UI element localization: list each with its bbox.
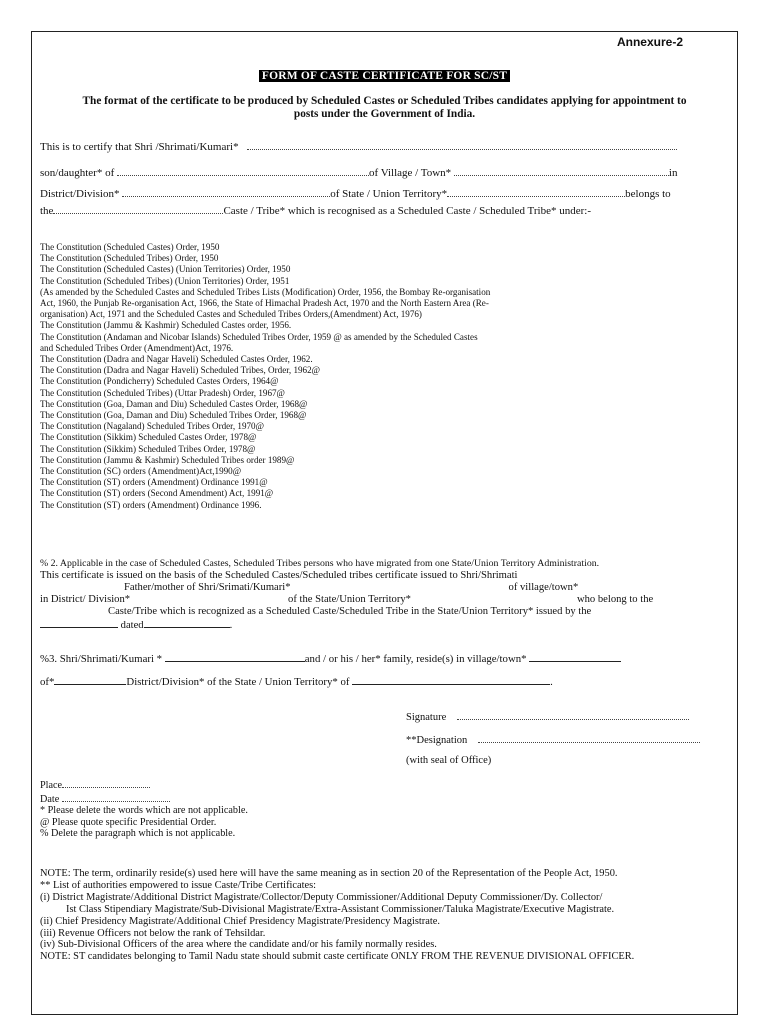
footnote-percent: % Delete the paragraph which is not applicable. [40, 828, 236, 840]
district-blank[interactable] [122, 187, 330, 197]
seal-line: (with seal of Office) [406, 755, 492, 766]
order-item: organisation) Act, 1971 and the Scheduled Castes and Scheduled Tribes Orders,(Amendment) Act, 1976) [40, 309, 422, 320]
cert-line-4 [40, 204, 729, 217]
cert-label-village: of Village / Town* [368, 167, 452, 179]
order-item: Act, 1960, the Punjab Re-organisation Act, 1966, the State of Himachal Pradesh Act, 1970 and the North Eastern Area (Re- [40, 298, 489, 309]
paragraph-3 [40, 652, 729, 688]
para2-line-6: dated . [40, 618, 729, 632]
resident-village-blank[interactable] [529, 652, 621, 662]
parent-blank[interactable] [117, 166, 369, 176]
state-blank[interactable] [447, 187, 625, 197]
order-item: The Constitution (Jammu & Kashmir) Scheduled Tribes order 1989@ [40, 454, 295, 465]
cert-label-the: the [40, 205, 54, 217]
date-line: Date [40, 792, 731, 806]
note-line: (ii) Chief Presidency Magistrate/Additional Chief Presidency Magistrate/Presidency Magistrate. [40, 915, 440, 927]
signature-blank[interactable] [457, 710, 689, 720]
intro-text [38, 95, 731, 121]
paragraph-2 [40, 558, 729, 632]
order-item: The Constitution (Scheduled Castes) Order, 1950 [40, 242, 220, 252]
caste-blank[interactable] [53, 204, 223, 214]
note-line: (iii) Revenue Officers not below the rank of Tehsildar. [40, 927, 266, 939]
cert-line-3 [40, 187, 729, 200]
order-item: The Constitution (ST) orders (Second Amendment) Act, 1991@ [40, 488, 274, 499]
para3-line-2: of* District/Division* of the State / Union Territory* of . [40, 676, 553, 688]
footnote-asterisk: * Please delete the words which are not applicable. [40, 805, 248, 817]
order-item: The Constitution (ST) orders (Amendment) Ordinance 1996. [40, 499, 262, 510]
designation-blank[interactable] [478, 733, 700, 743]
note-line: Ist Class Stipendiary Magistrate/Sub-Divisional Magistrate/Extra-Assistant Commissioner/Taluka Magistrate/Executive Magistrate. [66, 903, 615, 915]
order-item: The Constitution (Nagaland) Scheduled Tribes Order, 1970@ [40, 421, 264, 432]
para2-line-4: in District/ Division* of the State/Union Territory* who belong to the [40, 594, 654, 605]
note-line: NOTE: ST candidates belonging to Tamil Nadu state should submit caste certificate ONLY FROM THE REVENUE DIVISIONAL OFFICER. [40, 951, 635, 963]
note-section [40, 868, 733, 963]
place-blank[interactable] [62, 778, 150, 788]
cert-label-in: in [668, 167, 678, 179]
cert-label-parent: son/daughter* of [40, 167, 115, 179]
place-line: Place [40, 778, 731, 792]
cert-label-state: of State / Union Territory* [330, 188, 448, 200]
order-item: (As amended by the Scheduled Castes and Scheduled Tribes Lists (Modification) Order, 1956, the Bombay Re-organisation [40, 286, 491, 297]
resident-district-blank[interactable] [54, 675, 126, 685]
order-item: The Constitution (ST) orders (Amendment) Ordinance 1991@ [40, 477, 268, 488]
order-item: The Constitution (Scheduled Tribes) Order, 1950 [40, 253, 219, 264]
form-title-text: FORM OF CASTE CERTIFICATE FOR SC/ST [259, 70, 510, 82]
issuer-blank[interactable] [40, 618, 118, 628]
cert-line-2 [40, 166, 729, 179]
cert-label-caste-tribe: Caste / Tribe* which is recognised as a Scheduled Caste / Scheduled Tribe* under:- [223, 205, 591, 217]
order-item: The Constitution (Goa, Daman and Diu) Scheduled Tribes Order, 1968@ [40, 410, 307, 421]
order-item: The Constitution (Dadra and Nagar Haveli) Scheduled Castes Order, 1962. [40, 354, 313, 365]
order-item: The Constitution (Scheduled Tribes) (Uttar Pradesh) Order, 1967@ [40, 387, 285, 398]
para2-line-1: % 2. Applicable in the case of Scheduled Castes, Scheduled Tribes persons who have migrated from one State/Union Territory Administration. [40, 558, 600, 569]
note-line: (iv) Sub-Divisional Officers of the area where the candidate and/or his family normally resides. [40, 939, 437, 951]
para3-line-1: %3. Shri/Shrimati/Kumari * and / or his / her* family, reside(s) in village/town* [40, 652, 729, 665]
cert-label-name: This is to certify that Shri /Shrimati/Kumari* [40, 141, 239, 153]
note-line: ** List of authorities empowered to issue Caste/Tribe Certificates: [40, 879, 317, 891]
cert-label-belongs: belongs to [625, 188, 671, 200]
order-item: and Scheduled Tribes Order (Amendment)Act, 1976. [40, 342, 234, 353]
name-blank[interactable] [247, 140, 677, 150]
note-line: (i) District Magistrate/Additional District Magistrate/Collector/Deputy Commissioner/Additional Deputy Commissioner/Dy. Collector/ [40, 891, 603, 903]
cert-line-1 [40, 140, 729, 153]
signature-line: Signature [406, 710, 689, 723]
intro-line-1: The format of the certificate to be produced by Scheduled Castes or Scheduled Tribes candidates applying for appointment to [82, 95, 687, 107]
order-item: The Constitution (Jammu & Kashmir) Scheduled Castes order, 1956. [40, 320, 292, 331]
annexure-label: Annexure-2 [616, 35, 683, 49]
footer-date-blank[interactable] [62, 792, 170, 802]
intro-line-2: posts under the Government of India. [293, 108, 476, 120]
order-item: The Constitution (Sikkim) Scheduled Tribes Order, 1978@ [40, 443, 256, 454]
order-item: The Constitution (Scheduled Castes) (Union Territories) Order, 1950 [40, 264, 291, 275]
resident-name-blank[interactable] [165, 652, 305, 662]
village-blank[interactable] [454, 166, 669, 176]
order-item: The Constitution (SC) orders (Amendment)Act,1990@ [40, 466, 242, 477]
orders-list [40, 242, 729, 511]
order-item: The Constitution (Pondicherry) Scheduled Castes Orders, 1964@ [40, 376, 279, 387]
footnote-at: @ Please quote specific Presidential Order. [40, 816, 217, 828]
resident-state-blank[interactable] [352, 675, 550, 685]
note-line: NOTE: The term, ordinarily reside(s) used here will have the same meaning as in section 20 of the Representation of the People Act, 1950. [40, 868, 618, 879]
date-blank[interactable] [144, 618, 230, 628]
order-item: The Constitution (Sikkim) Scheduled Castes Order, 1978@ [40, 432, 257, 443]
order-item: The Constitution (Andaman and Nicobar Islands) Scheduled Tribes Order, 1959 @ as amended by the Scheduled Castes [40, 331, 478, 342]
form-title [32, 66, 737, 84]
order-item: The Constitution (Goa, Daman and Diu) Scheduled Castes Order, 1968@ [40, 398, 308, 409]
cert-label-district: District/Division* [40, 188, 120, 200]
designation-line: **Designation [406, 733, 700, 746]
para2-line-3: Father/mother of Shri/Srimati/Kumari* of village/town* [124, 582, 579, 593]
certificate-page [31, 31, 738, 1015]
footer-notes [40, 778, 731, 840]
order-item: The Constitution (Dadra and Nagar Haveli) Scheduled Tribes, Order, 1962@ [40, 365, 321, 376]
para2-line-2: This certificate is issued on the basis of the Scheduled Castes/Scheduled tribes certificate issued to Shri/Shrimati [40, 570, 518, 581]
para2-line-5: Caste/Tribe which is recognized as a Scheduled Caste/Scheduled Tribe in the State/Union Territory* issued by the [108, 606, 592, 617]
order-item: The Constitution (Scheduled Tribes) (Union Territories) Order, 1951 [40, 275, 290, 286]
